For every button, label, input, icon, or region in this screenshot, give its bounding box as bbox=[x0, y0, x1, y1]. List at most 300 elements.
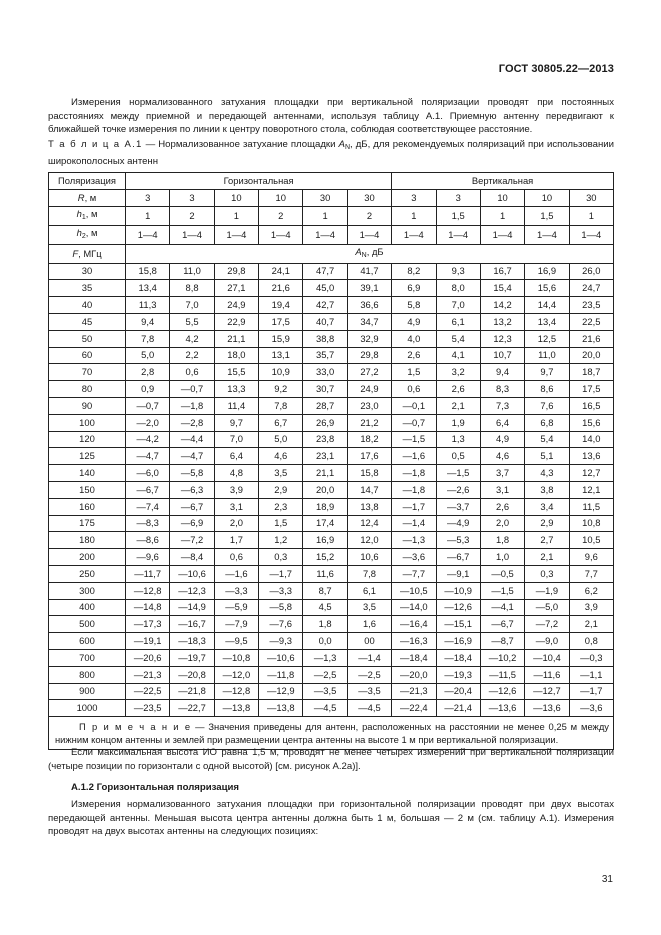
value-cell: —7,2 bbox=[170, 532, 214, 549]
value-cell: —11,8 bbox=[259, 666, 303, 683]
value-cell: —16,3 bbox=[392, 633, 436, 650]
header-row-polarization bbox=[49, 173, 614, 190]
value-cell: 18,2 bbox=[347, 431, 391, 448]
value-cell: 32,9 bbox=[347, 330, 391, 347]
value-cell: 16,5 bbox=[569, 397, 613, 414]
value-cell: —1,5 bbox=[436, 465, 480, 482]
r-value-cell: 10 bbox=[525, 189, 569, 206]
value-cell: —2,5 bbox=[347, 666, 391, 683]
value-cell: —9,5 bbox=[214, 633, 258, 650]
h1-value-cell: 1 bbox=[392, 206, 436, 225]
value-cell: 4,8 bbox=[214, 465, 258, 482]
value-cell: —8,6 bbox=[126, 532, 170, 549]
value-cell: 15,8 bbox=[126, 263, 170, 280]
value-cell: 0,6 bbox=[170, 364, 214, 381]
value-cell: 3,9 bbox=[214, 481, 258, 498]
value-cell: 23,0 bbox=[347, 397, 391, 414]
value-cell: —11,6 bbox=[525, 666, 569, 683]
value-cell: —18,4 bbox=[392, 649, 436, 666]
h1-value-cell: 2 bbox=[170, 206, 214, 225]
frequency-cell: 1000 bbox=[49, 700, 126, 717]
h1-label: $h_1$, м bbox=[49, 206, 126, 225]
value-cell: 15,9 bbox=[259, 330, 303, 347]
value-cell: 1,2 bbox=[259, 532, 303, 549]
value-cell: 3,2 bbox=[436, 364, 480, 381]
h1-value-cell: 2 bbox=[347, 206, 391, 225]
r-value-cell: 10 bbox=[259, 189, 303, 206]
frequency-cell: 100 bbox=[49, 414, 126, 431]
frequency-cell: 600 bbox=[49, 633, 126, 650]
value-cell: 24,9 bbox=[347, 381, 391, 398]
value-cell: —22,4 bbox=[392, 700, 436, 717]
value-cell: —4,9 bbox=[436, 515, 480, 532]
value-cell: 4,0 bbox=[392, 330, 436, 347]
value-cell: 2,9 bbox=[259, 481, 303, 498]
value-cell: —1,6 bbox=[392, 448, 436, 465]
section-paragraph: Измерения нормализованного затухания площадки при горизонтальной поляризации проводят при двух высотах передающей антенны. Меньшая высота центра антенны должна быть 1 м, большая — 2 м (см. таблицу А.1). Измерения проводят на двух высотах антенны на следующих позициях: bbox=[48, 799, 614, 837]
value-cell: 6,7 bbox=[259, 414, 303, 431]
value-cell: 24,7 bbox=[569, 280, 613, 297]
value-cell: 1,3 bbox=[436, 431, 480, 448]
value-cell: 0,8 bbox=[569, 633, 613, 650]
value-cell: —16,4 bbox=[392, 616, 436, 633]
value-cell: —5,0 bbox=[525, 599, 569, 616]
frequency-cell: 50 bbox=[49, 330, 126, 347]
value-cell: —1,4 bbox=[392, 515, 436, 532]
value-cell: 33,0 bbox=[303, 364, 347, 381]
value-cell: 5,5 bbox=[170, 313, 214, 330]
group-horizontal: Горизонтальная bbox=[126, 173, 392, 190]
frequency-cell: 700 bbox=[49, 649, 126, 666]
value-cell: —1,5 bbox=[480, 582, 524, 599]
value-cell: 11,3 bbox=[126, 297, 170, 314]
value-cell: 15,4 bbox=[480, 280, 524, 297]
value-cell: —15,1 bbox=[436, 616, 480, 633]
value-cell: 21,6 bbox=[259, 280, 303, 297]
frequency-cell: 500 bbox=[49, 616, 126, 633]
value-cell: 4,1 bbox=[436, 347, 480, 364]
intro-paragraph: Измерения нормализованного затухания площадки при вертикальной поляризации проводят при постоянных расстояниях между приемной и передающей антеннами, используя таблицу А.1. Приемную антенну передвигают к ближайшей точке измерения по линии к центру поворотного стола, соблюдая соответствующее расстояние. bbox=[48, 97, 614, 135]
value-cell: —0,7 bbox=[126, 397, 170, 414]
value-cell: —6,0 bbox=[126, 465, 170, 482]
value-cell: 2,7 bbox=[525, 532, 569, 549]
value-cell: 7,0 bbox=[214, 431, 258, 448]
value-cell: —13,8 bbox=[259, 700, 303, 717]
value-cell: —18,4 bbox=[436, 649, 480, 666]
value-cell: —10,4 bbox=[525, 649, 569, 666]
value-cell: 4,2 bbox=[170, 330, 214, 347]
value-cell: —2,8 bbox=[170, 414, 214, 431]
value-cell: 12,3 bbox=[480, 330, 524, 347]
note-label: П р и м е ч а н и е bbox=[79, 721, 192, 733]
value-cell: 11,6 bbox=[303, 565, 347, 582]
h1-value-cell: 1 bbox=[569, 206, 613, 225]
value-cell: —8,4 bbox=[170, 549, 214, 566]
frequency-label: F, МГц bbox=[49, 244, 126, 263]
value-cell: 38,8 bbox=[303, 330, 347, 347]
value-cell: 10,6 bbox=[347, 549, 391, 566]
value-cell: 27,2 bbox=[347, 364, 391, 381]
value-cell: —3,5 bbox=[347, 683, 391, 700]
value-cell: —12,8 bbox=[126, 582, 170, 599]
value-cell: —3,3 bbox=[214, 582, 258, 599]
table-row bbox=[49, 549, 614, 566]
value-cell: 9,6 bbox=[569, 549, 613, 566]
value-cell: 41,7 bbox=[347, 263, 391, 280]
value-cell: —22,7 bbox=[170, 700, 214, 717]
value-cell: —17,3 bbox=[126, 616, 170, 633]
r-label: R, м bbox=[49, 189, 126, 206]
value-cell: 2,1 bbox=[569, 616, 613, 633]
value-cell: —1,8 bbox=[392, 465, 436, 482]
value-cell: —6,7 bbox=[126, 481, 170, 498]
header-row-h1 bbox=[49, 206, 614, 225]
h2-value-cell: 1—4 bbox=[170, 225, 214, 244]
value-cell: —4,7 bbox=[170, 448, 214, 465]
value-cell: 14,2 bbox=[480, 297, 524, 314]
value-cell: 7,8 bbox=[126, 330, 170, 347]
value-cell: 17,4 bbox=[303, 515, 347, 532]
value-cell: —16,7 bbox=[170, 616, 214, 633]
attenuation-table bbox=[48, 172, 614, 750]
value-cell: —1,3 bbox=[392, 532, 436, 549]
value-cell: —0,5 bbox=[480, 565, 524, 582]
value-cell: 1,8 bbox=[303, 616, 347, 633]
value-cell: 10,7 bbox=[480, 347, 524, 364]
value-cell: 3,4 bbox=[525, 498, 569, 515]
value-cell: 18,7 bbox=[569, 364, 613, 381]
value-cell: —19,7 bbox=[170, 649, 214, 666]
table-row bbox=[49, 397, 614, 414]
value-cell: 26,9 bbox=[303, 414, 347, 431]
table-row bbox=[49, 633, 614, 650]
an-label: $A_N$, дБ bbox=[126, 244, 614, 263]
r-value-cell: 3 bbox=[392, 189, 436, 206]
table-row bbox=[49, 532, 614, 549]
value-cell: 5,4 bbox=[436, 330, 480, 347]
value-cell: 21,1 bbox=[303, 465, 347, 482]
value-cell: —7,4 bbox=[126, 498, 170, 515]
value-cell: —10,5 bbox=[392, 582, 436, 599]
value-cell: —12,8 bbox=[214, 683, 258, 700]
value-cell: 2,6 bbox=[480, 498, 524, 515]
value-cell: 13,6 bbox=[569, 448, 613, 465]
value-cell: 4,9 bbox=[480, 431, 524, 448]
value-cell: 10,9 bbox=[259, 364, 303, 381]
value-cell: —4,7 bbox=[126, 448, 170, 465]
value-cell: 3,9 bbox=[569, 599, 613, 616]
value-cell: —1,3 bbox=[303, 649, 347, 666]
value-cell: —6,9 bbox=[170, 515, 214, 532]
value-cell: 36,6 bbox=[347, 297, 391, 314]
table-row bbox=[49, 599, 614, 616]
value-cell: 7,6 bbox=[525, 397, 569, 414]
value-cell: 2,1 bbox=[525, 549, 569, 566]
value-cell: —0,7 bbox=[392, 414, 436, 431]
value-cell: 00 bbox=[347, 633, 391, 650]
value-cell: —8,7 bbox=[480, 633, 524, 650]
value-cell: —20,4 bbox=[436, 683, 480, 700]
value-cell: —21,3 bbox=[392, 683, 436, 700]
h2-value-cell: 1—4 bbox=[303, 225, 347, 244]
value-cell: 14,4 bbox=[525, 297, 569, 314]
value-cell: 34,7 bbox=[347, 313, 391, 330]
value-cell: 2,9 bbox=[525, 515, 569, 532]
value-cell: —20,8 bbox=[170, 666, 214, 683]
value-cell: 2,2 bbox=[170, 347, 214, 364]
value-cell: 7,3 bbox=[480, 397, 524, 414]
value-cell: 1,5 bbox=[392, 364, 436, 381]
h1-value-cell: 2 bbox=[259, 206, 303, 225]
value-cell: —12,7 bbox=[525, 683, 569, 700]
value-cell: 3,8 bbox=[525, 481, 569, 498]
r-value-cell: 10 bbox=[214, 189, 258, 206]
value-cell: —23,5 bbox=[126, 700, 170, 717]
value-cell: 4,6 bbox=[259, 448, 303, 465]
value-cell: 3,5 bbox=[347, 599, 391, 616]
value-cell: 15,8 bbox=[347, 465, 391, 482]
frequency-cell: 250 bbox=[49, 565, 126, 582]
value-cell: —2,6 bbox=[436, 481, 480, 498]
value-cell: —3,7 bbox=[436, 498, 480, 515]
value-cell: —4,1 bbox=[480, 599, 524, 616]
table-row bbox=[49, 414, 614, 431]
header-row-h2 bbox=[49, 225, 614, 244]
value-cell: —4,5 bbox=[303, 700, 347, 717]
frequency-cell: 45 bbox=[49, 313, 126, 330]
h2-value-cell: 1—4 bbox=[392, 225, 436, 244]
value-cell: 47,7 bbox=[303, 263, 347, 280]
value-cell: —1,8 bbox=[170, 397, 214, 414]
h1-value-cell: 1,5 bbox=[525, 206, 569, 225]
value-cell: 45,0 bbox=[303, 280, 347, 297]
value-cell: 7,7 bbox=[569, 565, 613, 582]
value-cell: 23,8 bbox=[303, 431, 347, 448]
value-cell: 11,0 bbox=[170, 263, 214, 280]
value-cell: 22,9 bbox=[214, 313, 258, 330]
value-cell: —7,2 bbox=[525, 616, 569, 633]
h2-value-cell: 1—4 bbox=[525, 225, 569, 244]
value-cell: 15,6 bbox=[569, 414, 613, 431]
value-cell: —21,4 bbox=[436, 700, 480, 717]
frequency-cell: 60 bbox=[49, 347, 126, 364]
value-cell: 4,3 bbox=[525, 465, 569, 482]
frequency-cell: 70 bbox=[49, 364, 126, 381]
frequency-cell: 900 bbox=[49, 683, 126, 700]
value-cell: —20,6 bbox=[126, 649, 170, 666]
h1-value-cell: 1 bbox=[214, 206, 258, 225]
table-row bbox=[49, 364, 614, 381]
h2-value-cell: 1—4 bbox=[259, 225, 303, 244]
value-cell: —13,8 bbox=[214, 700, 258, 717]
value-cell: —0,3 bbox=[569, 649, 613, 666]
value-cell: —11,5 bbox=[480, 666, 524, 683]
value-cell: 13,2 bbox=[480, 313, 524, 330]
value-cell: 29,8 bbox=[347, 347, 391, 364]
value-cell: 13,8 bbox=[347, 498, 391, 515]
value-cell: 9,7 bbox=[525, 364, 569, 381]
value-cell: —5,8 bbox=[170, 465, 214, 482]
value-cell: 42,7 bbox=[303, 297, 347, 314]
value-cell: 10,5 bbox=[569, 532, 613, 549]
value-cell: 21,6 bbox=[569, 330, 613, 347]
value-cell: 7,8 bbox=[259, 397, 303, 414]
value-cell: —6,7 bbox=[436, 549, 480, 566]
table-row bbox=[49, 683, 614, 700]
value-cell: 28,7 bbox=[303, 397, 347, 414]
value-cell: 4,5 bbox=[303, 599, 347, 616]
value-cell: 2,8 bbox=[126, 364, 170, 381]
h2-value-cell: 1—4 bbox=[569, 225, 613, 244]
value-cell: —13,6 bbox=[525, 700, 569, 717]
value-cell: —7,6 bbox=[259, 616, 303, 633]
value-cell: 26,0 bbox=[569, 263, 613, 280]
value-cell: 0,6 bbox=[392, 381, 436, 398]
value-cell: —1,6 bbox=[214, 565, 258, 582]
value-cell: —7,7 bbox=[392, 565, 436, 582]
value-cell: 4,9 bbox=[392, 313, 436, 330]
value-cell: 20,0 bbox=[569, 347, 613, 364]
value-cell: —10,8 bbox=[214, 649, 258, 666]
value-cell: 12,1 bbox=[569, 481, 613, 498]
r-value-cell: 30 bbox=[347, 189, 391, 206]
value-cell: —5,3 bbox=[436, 532, 480, 549]
value-cell: 18,9 bbox=[303, 498, 347, 515]
value-cell: —1,7 bbox=[569, 683, 613, 700]
value-cell: —12,3 bbox=[170, 582, 214, 599]
value-cell: 17,5 bbox=[569, 381, 613, 398]
value-cell: —0,7 bbox=[170, 381, 214, 398]
h1-value-cell: 1 bbox=[303, 206, 347, 225]
value-cell: 2,6 bbox=[436, 381, 480, 398]
table-row bbox=[49, 666, 614, 683]
value-cell: —21,8 bbox=[170, 683, 214, 700]
value-cell: —5,9 bbox=[214, 599, 258, 616]
table-note-row bbox=[49, 717, 614, 750]
value-cell: 16,7 bbox=[480, 263, 524, 280]
table-row bbox=[49, 431, 614, 448]
value-cell: —4,2 bbox=[126, 431, 170, 448]
value-cell: 15,6 bbox=[525, 280, 569, 297]
value-cell: —14,8 bbox=[126, 599, 170, 616]
table-row bbox=[49, 263, 614, 280]
value-cell: —20,0 bbox=[392, 666, 436, 683]
value-cell: 29,8 bbox=[214, 263, 258, 280]
table-row bbox=[49, 465, 614, 482]
value-cell: 11,4 bbox=[214, 397, 258, 414]
value-cell: 7,0 bbox=[436, 297, 480, 314]
value-cell: 3,1 bbox=[480, 481, 524, 498]
value-cell: 9,4 bbox=[126, 313, 170, 330]
value-cell: 14,0 bbox=[569, 431, 613, 448]
value-cell: —16,9 bbox=[436, 633, 480, 650]
value-cell: 15,2 bbox=[303, 549, 347, 566]
value-cell: 1,7 bbox=[214, 532, 258, 549]
value-cell: 15,5 bbox=[214, 364, 258, 381]
value-cell: —1,8 bbox=[392, 481, 436, 498]
value-cell: 0,0 bbox=[303, 633, 347, 650]
value-cell: —11,7 bbox=[126, 565, 170, 582]
value-cell: 17,5 bbox=[259, 313, 303, 330]
value-cell: —6,7 bbox=[480, 616, 524, 633]
value-cell: 11,0 bbox=[525, 347, 569, 364]
value-cell: 5,0 bbox=[259, 431, 303, 448]
value-cell: 5,1 bbox=[525, 448, 569, 465]
value-cell: 1,9 bbox=[436, 414, 480, 431]
value-cell: 1,6 bbox=[347, 616, 391, 633]
value-cell: —13,6 bbox=[480, 700, 524, 717]
h2-value-cell: 1—4 bbox=[436, 225, 480, 244]
frequency-cell: 150 bbox=[49, 481, 126, 498]
value-cell: 6,8 bbox=[525, 414, 569, 431]
value-cell: 12,4 bbox=[347, 515, 391, 532]
h2-value-cell: 1—4 bbox=[214, 225, 258, 244]
value-cell: —2,0 bbox=[126, 414, 170, 431]
value-cell: 13,1 bbox=[259, 347, 303, 364]
value-cell: 8,2 bbox=[392, 263, 436, 280]
frequency-cell: 300 bbox=[49, 582, 126, 599]
value-cell: —7,9 bbox=[214, 616, 258, 633]
value-cell: 35,7 bbox=[303, 347, 347, 364]
frequency-cell: 90 bbox=[49, 397, 126, 414]
caption-label: Т а б л и ц а А.1 bbox=[48, 139, 143, 150]
value-cell: 5,8 bbox=[392, 297, 436, 314]
r-value-cell: 30 bbox=[569, 189, 613, 206]
value-cell: 1,0 bbox=[480, 549, 524, 566]
value-cell: 6,4 bbox=[480, 414, 524, 431]
value-cell: 2,6 bbox=[392, 347, 436, 364]
value-cell: 6,2 bbox=[569, 582, 613, 599]
value-cell: —9,1 bbox=[436, 565, 480, 582]
table-row bbox=[49, 280, 614, 297]
table-row bbox=[49, 616, 614, 633]
document-code: ГОСТ 30805.22—2013 bbox=[498, 63, 614, 75]
value-cell: —22,5 bbox=[126, 683, 170, 700]
value-cell: —3,6 bbox=[392, 549, 436, 566]
frequency-cell: 120 bbox=[49, 431, 126, 448]
table-row bbox=[49, 481, 614, 498]
value-cell: 6,1 bbox=[436, 313, 480, 330]
h2-value-cell: 1—4 bbox=[347, 225, 391, 244]
frequency-cell: 140 bbox=[49, 465, 126, 482]
value-cell: 17,6 bbox=[347, 448, 391, 465]
value-cell: 13,4 bbox=[126, 280, 170, 297]
value-cell: —1,1 bbox=[569, 666, 613, 683]
value-cell: 23,5 bbox=[569, 297, 613, 314]
value-cell: —10,6 bbox=[170, 565, 214, 582]
value-cell: —10,2 bbox=[480, 649, 524, 666]
value-cell: 9,3 bbox=[436, 263, 480, 280]
value-cell: 13,4 bbox=[525, 313, 569, 330]
table-row bbox=[49, 565, 614, 582]
h2-label: $h_2$, м bbox=[49, 225, 126, 244]
value-cell: —9,0 bbox=[525, 633, 569, 650]
value-cell: 2,3 bbox=[259, 498, 303, 515]
value-cell: 0,5 bbox=[436, 448, 480, 465]
r-value-cell: 3 bbox=[126, 189, 170, 206]
value-cell: —0,1 bbox=[392, 397, 436, 414]
r-value-cell: 30 bbox=[303, 189, 347, 206]
value-cell: —18,3 bbox=[170, 633, 214, 650]
header-row-r bbox=[49, 189, 614, 206]
value-cell: —12,6 bbox=[480, 683, 524, 700]
value-cell: 0,9 bbox=[126, 381, 170, 398]
table-note bbox=[49, 717, 614, 750]
value-cell: 2,1 bbox=[436, 397, 480, 414]
value-cell: 3,1 bbox=[214, 498, 258, 515]
table-row bbox=[49, 381, 614, 398]
table-row bbox=[49, 297, 614, 314]
